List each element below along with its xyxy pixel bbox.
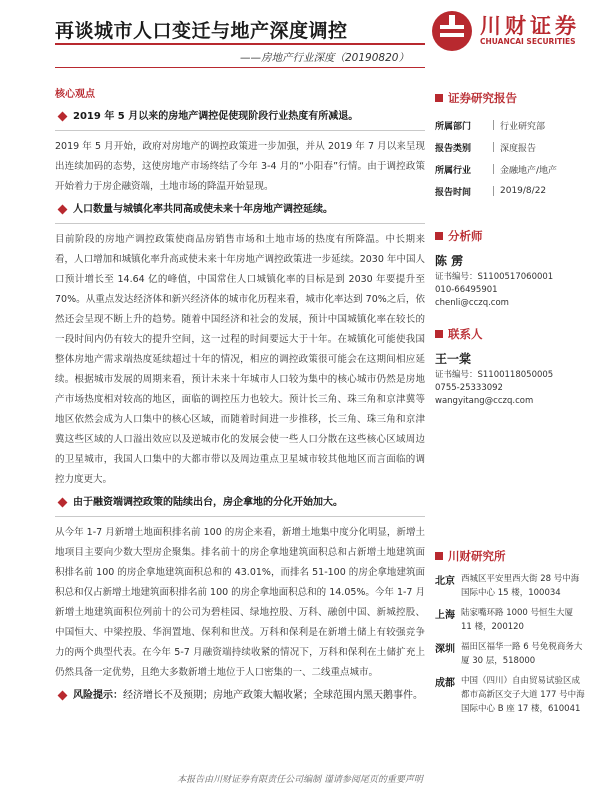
title-rule bbox=[55, 43, 425, 45]
core-views-label: 核心观点 bbox=[55, 89, 95, 100]
logo-mark-icon bbox=[432, 11, 472, 51]
contact-cert: 证书编号：S1100118050005 bbox=[435, 370, 554, 380]
risk-text: 经济增长不及预期；房地产政策大幅收紧；全球范围内黑天鹅事件。 bbox=[123, 690, 423, 701]
report-subtitle: ——房地产行业深度（20190820） bbox=[240, 52, 409, 64]
diamond-bullet-icon bbox=[58, 112, 68, 122]
contact-name: 王一棠 bbox=[435, 352, 472, 366]
divider bbox=[55, 223, 425, 224]
risk-warning bbox=[55, 689, 425, 703]
info-row: 所属部门 行业研究部 bbox=[435, 121, 546, 132]
analyst-email[interactable]: chenli@cczq.com bbox=[435, 298, 509, 308]
address-row: 北京 西城区平安里西大街 28 号中海国际中心 15 楼，100034 bbox=[435, 574, 580, 598]
contact-phone: 0755-25333092 bbox=[435, 383, 503, 393]
page-footer: 本报告由川财证券有限责任公司编制 谨请参阅尾页的重要声明 bbox=[177, 775, 423, 785]
main-content bbox=[55, 85, 425, 709]
risk-label: 风险提示： bbox=[73, 690, 123, 701]
subtitle-rule bbox=[55, 67, 425, 68]
bullet-heading: 由于融资端调控政策的陆续出台，房企拿地的分化开始加大。 bbox=[55, 496, 425, 510]
address-row: 深圳 福田区福华一路 6 号免税商务大厦 30 层，518000 bbox=[435, 642, 583, 666]
bullet-heading: 人口数量与城镇化率共同高或使未来十年房地产调控延续。 bbox=[55, 203, 425, 217]
bullet-heading: 2019 年 5 月以来的房地产调控促使现阶段行业热度有所减退。 bbox=[55, 110, 425, 124]
divider bbox=[55, 130, 425, 131]
square-bullet-icon bbox=[435, 330, 443, 338]
paragraph: 从今年 1-7 月新增土地面积排名前 100 的房企来看，新增土地集中度分化明显，新增土地项目主要向少数大型房企聚集。排名前十的房企拿地建筑面积总和占新增土地建筑面积排名前 100 的房企拿地建筑面积总和的 43.01%，而排名 51-100 的房企拿地建筑面积总和仅占新增土地建筑面积排名前 100 的房企拿地面积总和的 14.05%。今年 1-7 月新增土地建筑面积位列前十的公司为碧桂园、绿地控股、万科、融创中国、新城控股、中国恒大、中梁控股、华润置地、保利和世茂。万科和保利是在新增土储上有较强竞争力的两个典型代表。在今年 5-7 月融资端持续收紧的情况下，万科和保利在土储扩充上仍然具备一定优势，且绝大多数新增土地位于人口密集的一、二线重点城市。 bbox=[55, 527, 425, 678]
contact-email[interactable]: wangyitang@cczq.com bbox=[435, 396, 534, 406]
paragraph: 2019 年 5 月开始，政府对房地产的调控政策进一步加强，并从 2019 年 7 月以来呈现出连续加码的态势，这使房地产市场终结了今年 3-4 月的“小阳春”行情。由于调控政策开始着力于房企融资端，土地市场的降温开始显现。 bbox=[55, 141, 425, 192]
info-row: 所属行业 金融地产/地产 bbox=[435, 165, 558, 176]
analyst-phone: 010-66495901 bbox=[435, 285, 498, 295]
analyst-cert: 证书编号：S1100517060001 bbox=[435, 272, 554, 282]
report-title: 再谈城市人口变迁与地产深度调控 bbox=[55, 20, 348, 42]
sidebar bbox=[435, 90, 585, 722]
info-row: 报告类别 深度报告 bbox=[435, 143, 537, 154]
contact-heading: 联系人 bbox=[435, 326, 585, 342]
analyst-heading: 分析师 bbox=[435, 228, 585, 244]
logo-text-cn: 川财证券 bbox=[480, 14, 580, 38]
divider bbox=[55, 516, 425, 517]
info-row: 报告时间 2019/8/22 bbox=[435, 186, 547, 198]
diamond-bullet-icon bbox=[58, 691, 68, 701]
square-bullet-icon bbox=[435, 232, 443, 240]
company-logo bbox=[432, 8, 582, 52]
paragraph: 目前阶段的房地产调控政策使商品房销售市场和土地市场的热度有所降温。中长期来看，人口增加和城镇化率升高或使未来十年房地产调控政策进一步延续。2030 年中国人口预计增长至 14.64 亿的峰值，中国常住人口城镇化率的目标是到 2030 年要提升至 70%。从重点发达经济体和新兴经济体的城市化历程来看，城市化率达到 70%之后，依然还会呈现不断上升的趋势。随着中国经济和社会的发展，预计中国城镇化率在较长的一段时间内仍有较大的提升空间，这一过程的时间要远大于十年。在城镇化可能使我国整体房地产需求端热度延续超过十年的情况，相应的调控政策很可能会在这期间相应延续。根据城市发展的周期来看，预计未来十年城市人口较为集中的核心城市仍然是房地产市场热度相对较高的地区，面临的调控压力也较大。预计长三角、珠三角和京津冀等地区依然会成为人口集中的核心区域，而随着时间进一步推移，长三角、珠三角和京津冀这些区域的人口溢出效应以及逆城市化的发展会使一些人口分散在这些核心区域周边的卫星城市，我国人口集中的大都市带以及周边重点卫星城市较其他地区而言面临的调控力度更大。 bbox=[55, 234, 425, 485]
square-bullet-icon bbox=[435, 94, 443, 102]
report-type-heading: 证券研究报告 bbox=[435, 90, 585, 106]
institute-heading: 川财研究所 bbox=[435, 548, 585, 564]
address-row: 上海 陆家嘴环路 1000 号恒生大厦 11 楼，200120 bbox=[435, 608, 574, 632]
analyst-name: 陈 雳 bbox=[435, 254, 464, 268]
address-row: 成都 中国（四川）自由贸易试验区成都市高新区交子大道 177 号中海国际中心 B 座 17 楼，610041 bbox=[435, 676, 585, 714]
diamond-bullet-icon bbox=[58, 498, 68, 508]
logo-text-en: CHUANCAI SECURITIES bbox=[480, 37, 576, 46]
diamond-bullet-icon bbox=[58, 205, 68, 215]
square-bullet-icon bbox=[435, 552, 443, 560]
